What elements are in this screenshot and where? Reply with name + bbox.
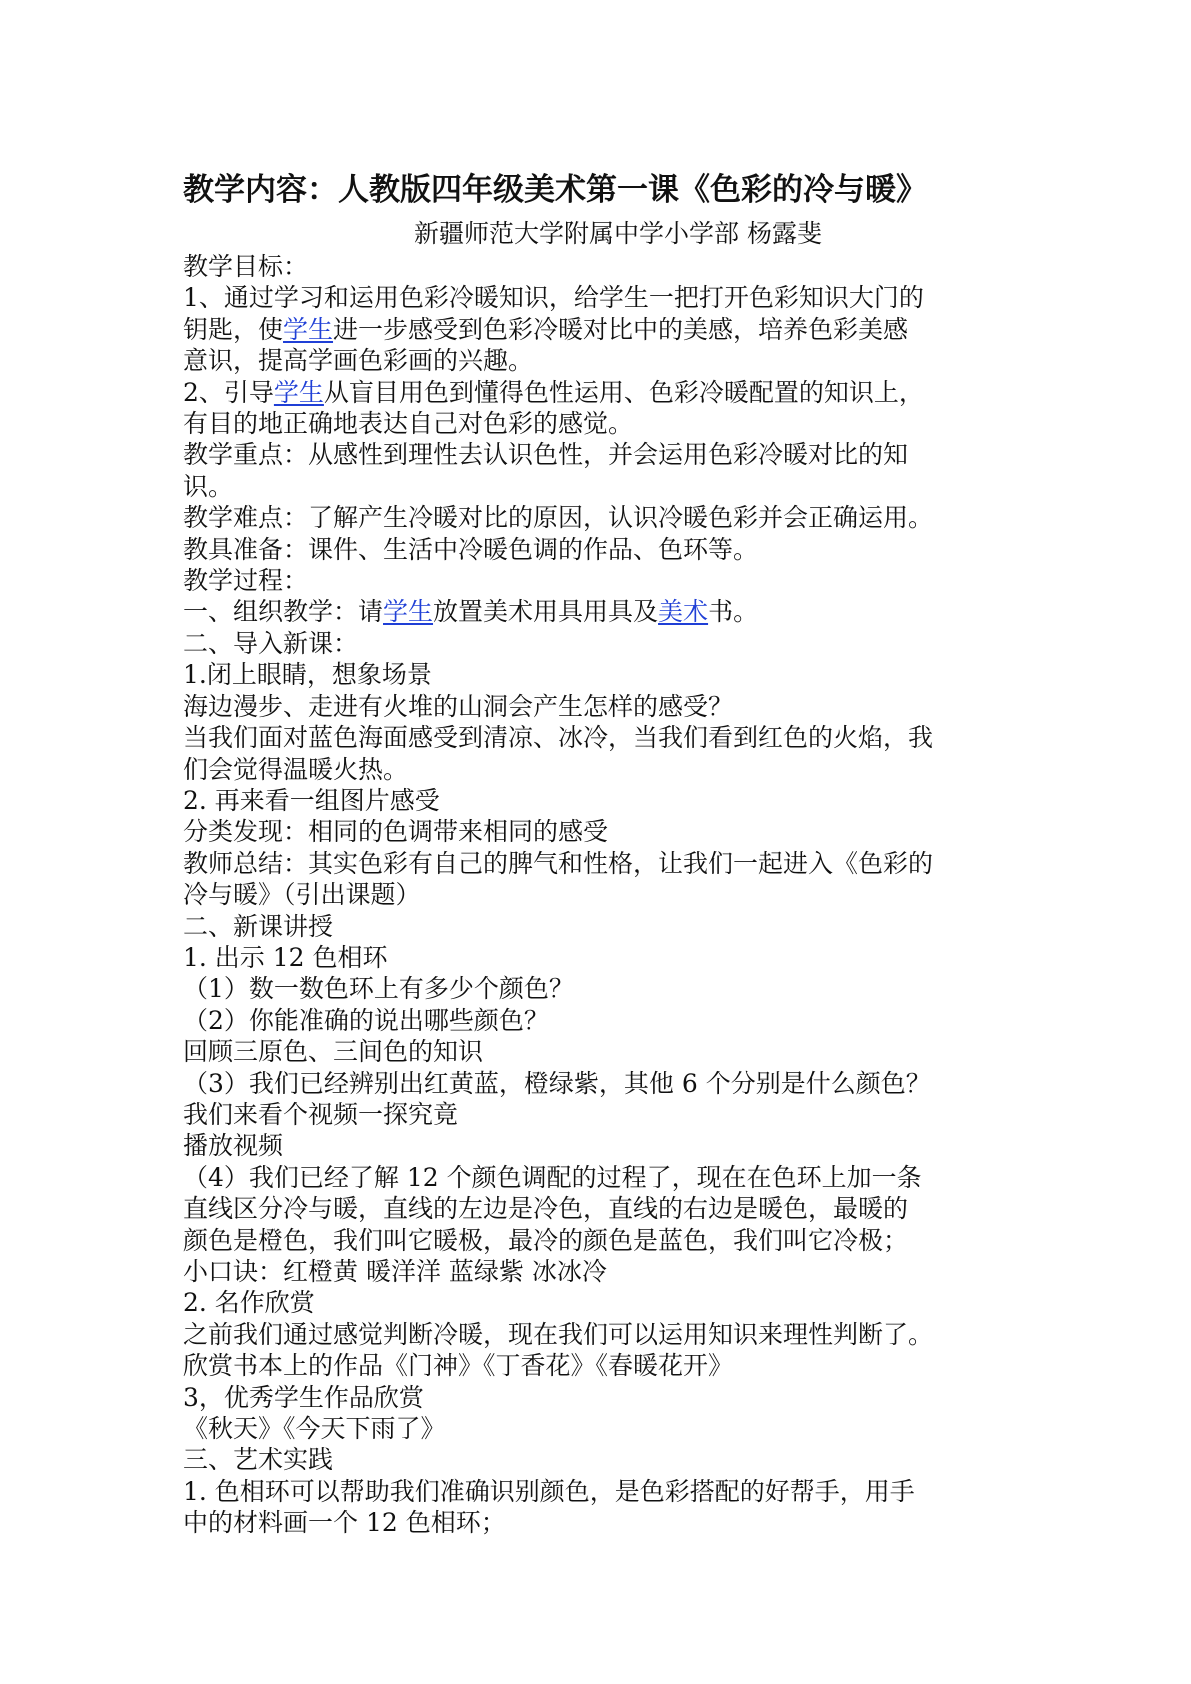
text-line: [183, 1287, 1013, 1318]
text-line: [183, 659, 1013, 690]
text-line: [183, 628, 1013, 659]
document-page: [183, 168, 1013, 1539]
text-run: 直线区分冷与暖，直线的左边是冷色，直线的右边是暖色，最暖的: [183, 1194, 909, 1224]
text-line: [183, 314, 1013, 345]
text-run: 3，优秀学生作品欣赏: [183, 1382, 424, 1412]
text-line: [183, 439, 1013, 470]
text-line: [183, 345, 1013, 376]
text-line: [183, 1256, 1013, 1287]
text-run: 海边漫步、走进有火堆的山洞会产生怎样的感受？: [183, 691, 734, 721]
text-line: [183, 848, 1013, 879]
text-line: [183, 408, 1013, 439]
text-run: 教学过程：: [183, 566, 309, 596]
text-run: 《秋天》《今天下雨了》: [183, 1414, 446, 1444]
text-run: 播放视频: [183, 1131, 284, 1161]
text-run: 欣赏书本上的作品《门神》《丁香花》《春暖花开》: [183, 1351, 734, 1381]
document-body: [183, 251, 1013, 1539]
text-run: 一、组织教学：请: [183, 597, 384, 627]
text-line: [183, 1476, 1013, 1507]
text-run: 三、艺术实践: [183, 1445, 334, 1475]
text-run: 教学难点：了解产生冷暖对比的原因，认识冷暖色彩并会正确运用。: [183, 503, 934, 533]
text-run: 放置美术用具用具及: [433, 597, 659, 627]
text-line: [183, 1382, 1013, 1413]
hyperlink[interactable]: 学生: [283, 314, 334, 344]
text-run: （4）我们已经了解 12 个颜色调配的过程了，现在在色环上加一条: [183, 1162, 922, 1192]
text-run: 1.闭上眼睛，想象场景: [183, 660, 432, 690]
text-line: [183, 942, 1013, 973]
text-run: 二、新课讲授: [183, 911, 334, 941]
text-run: 有目的地正确地表达自己对色彩的感觉。: [183, 409, 634, 439]
text-line: [183, 785, 1013, 816]
text-line: [183, 471, 1013, 502]
text-line: [183, 596, 1013, 627]
text-run: 1. 出示 12 色相环: [183, 942, 388, 972]
text-line: [183, 691, 1013, 722]
text-run: 1. 色相环可以帮助我们准确识别颜色，是色彩搭配的好帮手，用手: [183, 1476, 915, 1506]
text-run: 识。: [183, 471, 234, 501]
text-line: [183, 1005, 1013, 1036]
document-title: 教学内容：人教版四年级美术第一课《色彩的冷与暖》: [183, 172, 927, 208]
text-run: 当我们面对蓝色海面感受到清凉、冰冷，当我们看到红色的火焰，我: [183, 723, 934, 753]
text-line: [183, 1507, 1013, 1538]
text-line: [183, 722, 1013, 753]
text-line: [183, 282, 1013, 313]
text-line: [183, 911, 1013, 942]
text-line: [183, 1319, 1013, 1350]
text-run: 们会觉得温暖火热。: [183, 754, 409, 784]
text-line: [183, 1193, 1013, 1224]
text-run: 教学目标：: [183, 252, 309, 281]
text-line: [183, 1068, 1013, 1099]
text-line: [183, 1036, 1013, 1067]
hyperlink[interactable]: 美术: [658, 597, 709, 627]
hyperlink[interactable]: 学生: [273, 377, 324, 407]
text-run: 2. 名作欣赏: [183, 1288, 315, 1318]
text-run: 分类发现：相同的色调带来相同的感受: [183, 817, 609, 847]
text-run: 中的材料画一个 12 色相环；: [183, 1508, 506, 1538]
text-line: [183, 1162, 1013, 1193]
text-line: [183, 1413, 1013, 1444]
text-run: 教学重点：从感性到理性去认识色性，并会运用色彩冷暖对比的知: [183, 440, 909, 470]
text-run: 教具准备：课件、生活中冷暖色调的作品、色环等。: [183, 534, 759, 564]
text-line: [183, 879, 1013, 910]
author-line: 新疆师范大学附属中学小学部 杨露斐: [414, 219, 822, 248]
text-run: 1、通过学习和运用色彩冷暖知识，给学生一把打开色彩知识大门的: [183, 283, 924, 313]
text-run: 二、导入新课：: [183, 628, 359, 658]
text-run: 冷与暖》（引出课题）: [183, 880, 421, 910]
text-run: 回顾三原色、三间色的知识: [183, 1037, 484, 1067]
text-line: [183, 1099, 1013, 1130]
text-line: [183, 251, 1013, 282]
text-run: 2、引导: [183, 377, 274, 407]
text-line: [183, 1225, 1013, 1256]
text-run: 进一步感受到色彩冷暖对比中的美感，培养色彩美感: [333, 314, 909, 344]
text-line: [183, 754, 1013, 785]
text-line: [183, 377, 1013, 408]
text-line: [183, 534, 1013, 565]
hyperlink[interactable]: 学生: [383, 597, 434, 627]
text-run: 钥匙，使: [183, 314, 284, 344]
text-run: 颜色是橙色，我们叫它暖极，最冷的颜色是蓝色，我们叫它冷极；: [183, 1225, 909, 1255]
text-line: [183, 1130, 1013, 1161]
text-run: 书。: [708, 597, 759, 627]
text-run: 之前我们通过感觉判断冷暖，现在我们可以运用知识来理性判断了。: [183, 1319, 934, 1349]
text-line: [183, 565, 1013, 596]
text-run: 从盲目用色到懂得色性运用、色彩冷暖配置的知识上，: [323, 377, 924, 407]
text-line: [183, 1444, 1013, 1475]
text-run: 2. 再来看一组图片感受: [183, 785, 440, 815]
text-run: （3）我们已经辨别出红黄蓝，橙绿紫，其他 6 个分别是什么颜色？: [183, 1068, 931, 1098]
text-run: （1）数一数色环上有多少个颜色？: [183, 974, 574, 1004]
text-run: 教师总结：其实色彩有自己的脾气和性格，让我们一起进入《色彩的: [183, 848, 934, 878]
text-line: [183, 816, 1013, 847]
text-line: [183, 973, 1013, 1004]
text-run: 小口诀：红橙黄 暖洋洋 蓝绿紫 冰冰冷: [183, 1257, 607, 1286]
text-line: [183, 502, 1013, 533]
text-run: （2）你能准确的说出哪些颜色？: [183, 1005, 549, 1035]
text-run: 我们来看个视频一探究竟: [183, 1099, 459, 1129]
text-run: 意识，提高学画色彩画的兴趣。: [183, 346, 534, 376]
text-line: [183, 1350, 1013, 1381]
